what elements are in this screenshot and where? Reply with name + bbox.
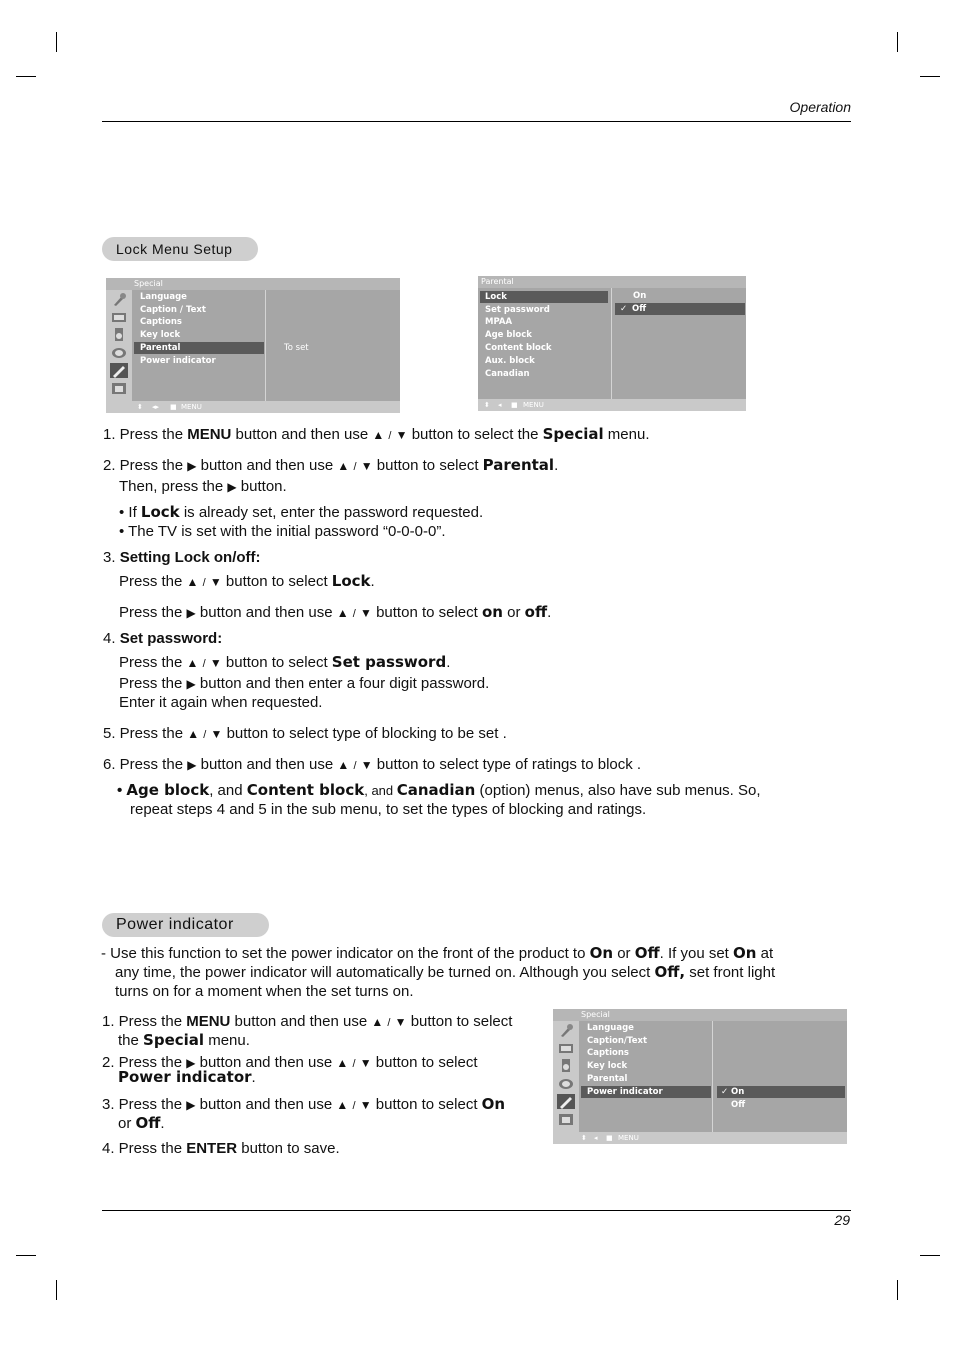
lock-bullet-3: • Age block, and Content block, and Canadian (option) menus, also have sub menus. So,	[117, 781, 761, 799]
option-off-selected: ✓ Off	[615, 303, 745, 315]
time-icon	[110, 345, 128, 360]
crop-mark	[897, 32, 898, 52]
menu-divider	[265, 290, 266, 401]
power-intro-line2: any time, the power indicator will automatically be turned on. Although you select Off, set front light	[115, 963, 776, 981]
setup-icon	[557, 1023, 575, 1038]
footer-label: MENU	[523, 401, 544, 409]
lock-step-4-title: 4. Set password:	[103, 630, 223, 647]
menu-icon-column	[106, 290, 132, 401]
lock-step-3-title: 3. Setting Lock on/off:	[103, 549, 261, 566]
option-on: On	[633, 291, 647, 301]
lock-step-4-line1: Press the ▲ / ▼ button to select Set password.	[119, 653, 451, 671]
updown-icon: ⬍	[484, 401, 490, 409]
menu-item: Caption/Text	[587, 1036, 648, 1046]
power-step-3: 3. Press the ▶ button and then use ▲ / ▼ button to select On	[102, 1095, 506, 1113]
menu-icon-column	[553, 1021, 579, 1132]
stop-icon: ■	[511, 401, 518, 409]
option-on-selected: ✓ On	[717, 1086, 845, 1098]
picture-icon	[557, 1041, 575, 1056]
menu-item: Key lock	[140, 330, 181, 340]
left-icon: ◂	[498, 401, 502, 409]
page-number: 29	[834, 1212, 850, 1228]
sound-icon	[110, 327, 128, 342]
updown-icon: ⬍	[581, 1134, 587, 1142]
menu-footer	[478, 399, 746, 411]
stop-icon: ■	[170, 403, 177, 411]
lock-step-2: 2. Press the ▶ button and then use ▲ / ▼ button to select Parental.	[103, 456, 559, 474]
special-icon	[110, 363, 128, 378]
picture-icon	[110, 310, 128, 325]
crop-mark	[897, 1280, 898, 1300]
crop-mark	[16, 1255, 36, 1256]
screen-icon	[557, 1112, 575, 1127]
power-menu-screenshot	[553, 1009, 847, 1144]
power-step-1-line2: the Special menu.	[118, 1031, 250, 1049]
lock-step-3-line2: Press the ▶ button and then use ▲ / ▼ button to select on or off.	[119, 603, 552, 621]
menu-divider	[712, 1021, 713, 1132]
lock-section-label: Lock Menu Setup	[102, 237, 258, 261]
special-icon	[557, 1094, 575, 1109]
lock-bullet-1: • If Lock is already set, enter the password requested.	[119, 503, 484, 521]
setup-icon	[110, 292, 128, 307]
menu-right-text: To set	[284, 343, 309, 353]
lock-step-3-line1: Press the ▲ / ▼ button to select Lock.	[119, 572, 375, 590]
menu-item: MPAA	[485, 317, 513, 327]
parental-menu-screenshot	[478, 276, 746, 411]
sound-icon	[557, 1058, 575, 1073]
lock-step-4-line3: Enter it again when requested.	[119, 694, 323, 711]
crop-mark	[56, 1280, 57, 1300]
footer-label: MENU	[181, 403, 202, 411]
menu-item: Parental	[587, 1074, 628, 1084]
power-intro-line1: - Use this function to set the power indicator on the front of the product to On or Off. If you set On at	[101, 944, 774, 962]
leftright-icon: ◂▸	[152, 403, 160, 411]
special-menu-screenshot	[106, 278, 400, 413]
menu-item: Caption / Text	[140, 305, 206, 315]
footer-rule	[102, 1210, 851, 1211]
lock-bullet-2: • The TV is set with the initial password “0-0-0-0”.	[119, 523, 446, 540]
menu-item: Captions	[587, 1048, 629, 1058]
menu-item: Content block	[485, 343, 552, 353]
power-step-1: 1. Press the MENU button and then use ▲ / ▼ button to select	[102, 1013, 513, 1030]
crop-mark	[920, 1255, 940, 1256]
footer-label: MENU	[618, 1134, 639, 1142]
menu-footer	[553, 1132, 847, 1144]
lock-bullet-3-line2: repeat steps 4 and 5 in the sub menu, to set the types of blocking and ratings.	[130, 801, 647, 818]
option-off: Off	[731, 1100, 746, 1110]
lock-step-1: 1. Press the MENU button and then use ▲ / ▼ button to select the Special menu.	[103, 425, 650, 443]
crop-mark	[56, 32, 57, 52]
crop-mark	[16, 76, 36, 77]
check-icon: ✓	[620, 304, 628, 314]
menu-footer	[106, 401, 400, 413]
menu-item: Aux. block	[485, 356, 535, 366]
power-step-2: 2. Press the ▶ button and then use ▲ / ▼ button to select	[102, 1054, 478, 1071]
menu-item: Language	[587, 1023, 634, 1033]
menu-item: Captions	[140, 317, 182, 327]
power-step-3-line2: or Off.	[118, 1114, 165, 1132]
power-section-label: Power indicator	[102, 913, 269, 937]
check-icon: ✓	[721, 1087, 729, 1097]
menu-item-selected: Lock	[480, 291, 608, 303]
lock-step-4-line2: Press the ▶ button and then enter a four digit password.	[119, 675, 490, 692]
menu-item: Power indicator	[140, 356, 216, 366]
menu-item-selected: Parental	[134, 342, 264, 354]
screen-icon	[110, 381, 128, 396]
menu-item: Set password	[485, 305, 550, 315]
updown-icon: ⬍	[137, 403, 143, 411]
menu-title: Special	[553, 1009, 847, 1021]
header-section: Operation	[789, 99, 851, 115]
lock-step-2-then: Then, press the ▶ button.	[119, 478, 287, 495]
menu-item-selected: Power indicator	[581, 1086, 711, 1098]
time-icon	[557, 1076, 575, 1091]
menu-item: Language	[140, 292, 187, 302]
menu-divider	[611, 288, 612, 399]
left-icon: ◂	[594, 1134, 598, 1142]
power-step-4: 4. Press the ENTER button to save.	[102, 1140, 340, 1157]
menu-item: Key lock	[587, 1061, 628, 1071]
power-intro-line3: turns on for a moment when the set turns on.	[115, 983, 414, 1000]
stop-icon: ■	[606, 1134, 613, 1142]
lock-step-5: 5. Press the ▲ / ▼ button to select type of blocking to be set .	[103, 725, 507, 742]
power-step-2-line2: Power indicator.	[118, 1068, 256, 1086]
lock-step-6: 6. Press the ▶ button and then use ▲ / ▼ button to select type of ratings to block .	[103, 756, 642, 773]
menu-title: Parental	[478, 276, 746, 288]
menu-item: Age block	[485, 330, 532, 340]
menu-item: Canadian	[485, 369, 530, 379]
crop-mark	[920, 76, 940, 77]
menu-title: Special	[106, 278, 400, 290]
header-rule	[102, 121, 851, 122]
